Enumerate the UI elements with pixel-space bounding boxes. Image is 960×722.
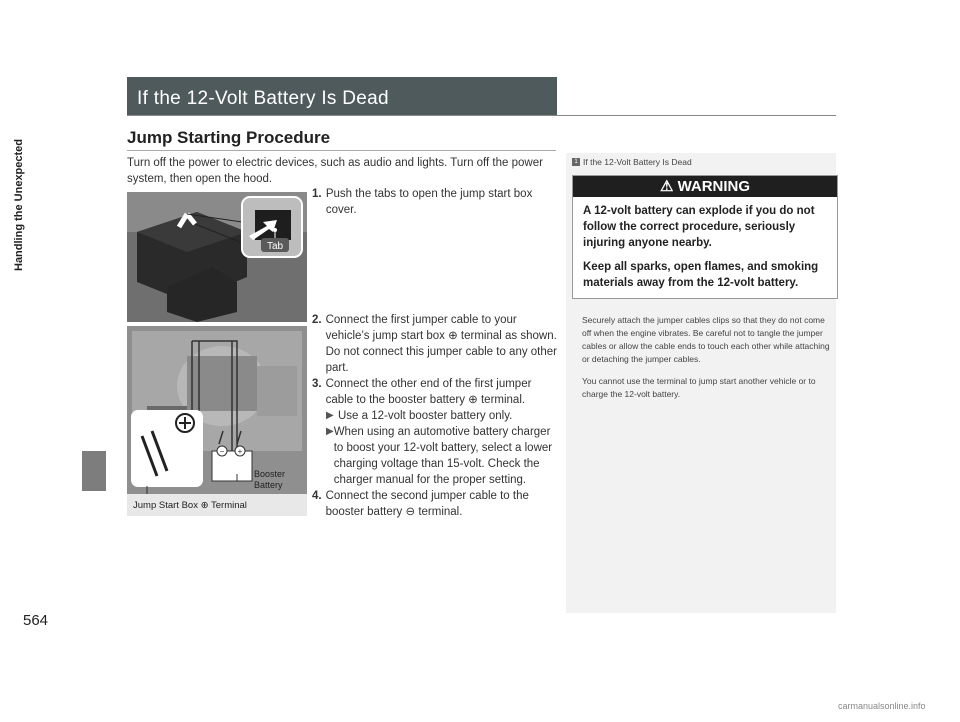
svg-text:+: + (237, 447, 243, 456)
step-1: 1. Push the tabs to open the jump start box cover. (312, 188, 533, 216)
arrow-bullet-icon: ▶ (326, 410, 334, 421)
booster-battery-icon (212, 451, 252, 481)
arrow-bullet-icon: ▶ (326, 426, 334, 437)
watermark: carmanualsonline.info (838, 701, 926, 711)
heading-divider (127, 150, 556, 151)
step-3: 3. Connect the other end of the first jumper cable to the booster battery ⊕ terminal. (312, 378, 532, 406)
procedure-steps (312, 186, 562, 520)
step-2: 2. Connect the first jumper cable to your vehicle’s jump start box ⊕ terminal as shown. Do not connect this jumper cable to any other part. (312, 314, 558, 374)
booster-label-2: Battery (254, 480, 283, 490)
warning-triangle-icon: ⚠ (659, 178, 674, 195)
chapter-tab (82, 451, 106, 491)
warning-box (572, 175, 838, 299)
section-title: If the 12-Volt Battery Is Dead (137, 88, 389, 109)
sidebar-notes: Securely attach the jumper cables clips so that they do not come off when the engine vibrates. Be careful not to tangle the jumper cables or allow the cable ends to touch each other while attaching or detaching the jumper cables. You cannot use the terminal to jump start another vehicle or to charge the 12-volt battery. (582, 315, 830, 399)
booster-label-1: Booster (254, 469, 286, 479)
warning-header: ⚠ WARNING (573, 176, 837, 197)
svg-text:−: − (219, 447, 225, 456)
engine-bay-photo (127, 326, 307, 516)
page-number: 564 (23, 612, 49, 629)
jump-box-cover-photo (127, 192, 307, 322)
sidebar-reference: 1 If the 12-Volt Battery Is Dead (572, 157, 692, 167)
tab-label: Tab (266, 241, 284, 252)
step-3-note-2: ▶ When using an automotive battery charger to boost your 12-volt battery, select a lower charging voltage than 15-volt. Check the charger manual for the proper setting. (326, 426, 553, 486)
step-3-note-1: ▶ Use a 12-volt booster battery only. (326, 410, 513, 422)
chapter-label: Handling the Unexpected (13, 138, 25, 272)
intro-text: Turn off the power to electric devices, such as audio and lights. Turn off the power system, then open the hood. (127, 157, 543, 185)
section-divider (127, 115, 836, 116)
terminal-label: Jump Start Box ⊕ Terminal (133, 500, 247, 511)
step-4: 4. Connect the second jumper cable to the booster battery ⊖ terminal. (312, 490, 529, 518)
reference-icon: 1 (572, 158, 580, 166)
procedure-heading: Jump Starting Procedure (127, 128, 331, 147)
warning-text: A 12-volt battery can explode if you do not follow the correct procedure, seriously injuring anyone nearby. Keep all sparks, open flames, and smoking materials away from the 12-volt battery. (583, 205, 819, 289)
